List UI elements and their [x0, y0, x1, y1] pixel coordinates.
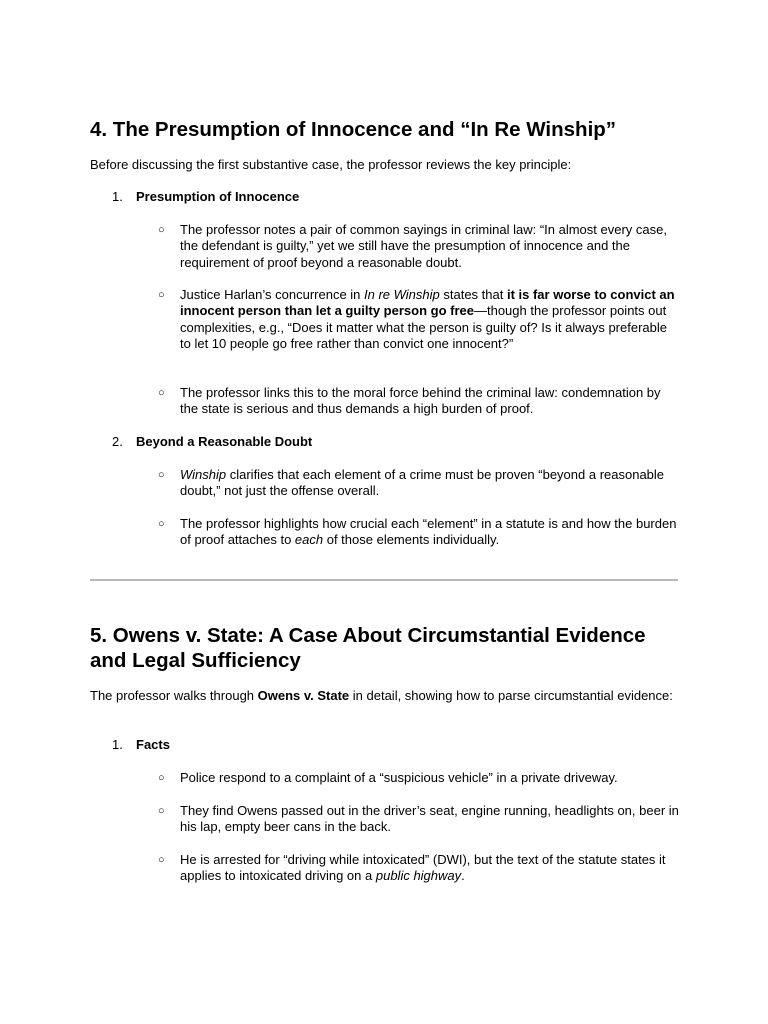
bullet-text [180, 516, 680, 549]
bullet-text [180, 222, 680, 271]
text-run: states that [439, 287, 507, 302]
italic-text: In re Winship [364, 287, 440, 302]
italic-text: each [294, 532, 324, 548]
item-number: 1. [112, 737, 123, 752]
bold-text: Owens v. State [257, 688, 350, 703]
text-run: Police respond to a complaint of a “suspicious vehicle” in a private driveway. [180, 770, 618, 785]
text-run: clarifies that each element of a crime must be proven “beyond a reasonable doubt,” not just the offense overall. [180, 467, 665, 499]
text-run: in detail, showing how to parse circumstantial evidence: [349, 688, 673, 703]
item-label: Beyond a Reasonable Doubt [136, 434, 313, 449]
text-run: He is arrested for “driving while intoxicated” (DWI), but the text of the statute states it applies to intoxicated driving on a [180, 852, 666, 884]
bold-text: it is far worse to convict an innocent person than let a guilty person go free [180, 287, 675, 319]
item-label: Presumption of Innocence [136, 189, 300, 204]
text-run: The professor links this to the moral force behind the criminal law: condemnation by the state is serious and thus demands a high burden of proof. [180, 385, 661, 417]
item-number: 2. [112, 434, 123, 449]
section-4-heading: 4. The Presumption of Innocence and “In Re Winship” [90, 118, 617, 141]
bullet-text [180, 770, 680, 786]
italic-text: public highway [375, 868, 462, 884]
section-4-intro: Before discussing the first substantive case, the professor reviews the key principle: [90, 157, 572, 172]
text-run: of those elements individually. [323, 532, 500, 548]
text-run: The professor notes a pair of common sayings in criminal law: “In almost every case, the defendant is guilty,” yet we still have the presumption of innocence and the requirement of proof beyond a reasonable doubt. [180, 222, 667, 270]
circle-bullet-icon: ○ [158, 772, 165, 784]
text-run: The professor walks through [90, 688, 258, 703]
bullet-text [180, 385, 680, 418]
bullet-text [180, 467, 680, 500]
italic-text: Winship [180, 467, 227, 482]
text-run: —though the professor points out complexities, e.g., “Does it matter what the person is guilty of? Is it always preferable to let 10 people go free rather than convict one innocent?” [180, 303, 667, 351]
text-run: . [461, 868, 465, 884]
item-label: Facts [136, 737, 170, 752]
text-run: Justice Harlan’s concurrence in [180, 287, 365, 302]
circle-bullet-icon: ○ [158, 289, 165, 301]
circle-bullet-icon: ○ [158, 518, 165, 530]
item-number: 1. [112, 189, 123, 204]
circle-bullet-icon: ○ [158, 805, 165, 817]
bullet-text [180, 287, 680, 352]
circle-bullet-icon: ○ [158, 854, 165, 866]
circle-bullet-icon: ○ [158, 387, 165, 399]
bullet-text [180, 852, 680, 885]
section-5-intro [90, 688, 680, 705]
horizontal-divider [90, 579, 678, 581]
circle-bullet-icon: ○ [158, 224, 165, 236]
text-run: The professor highlights how crucial each “element” in a statute is and how the burden of proof attaches to [180, 516, 677, 548]
circle-bullet-icon: ○ [158, 469, 165, 481]
section-5-heading: 5. Owens v. State: A Case About Circumstantial Evidence and Legal Sufficiency [90, 624, 646, 672]
bullet-text [180, 803, 680, 836]
text-run: They find Owens passed out in the driver’s seat, engine running, headlights on, beer in his lap, empty beer cans in the back. [180, 803, 679, 835]
